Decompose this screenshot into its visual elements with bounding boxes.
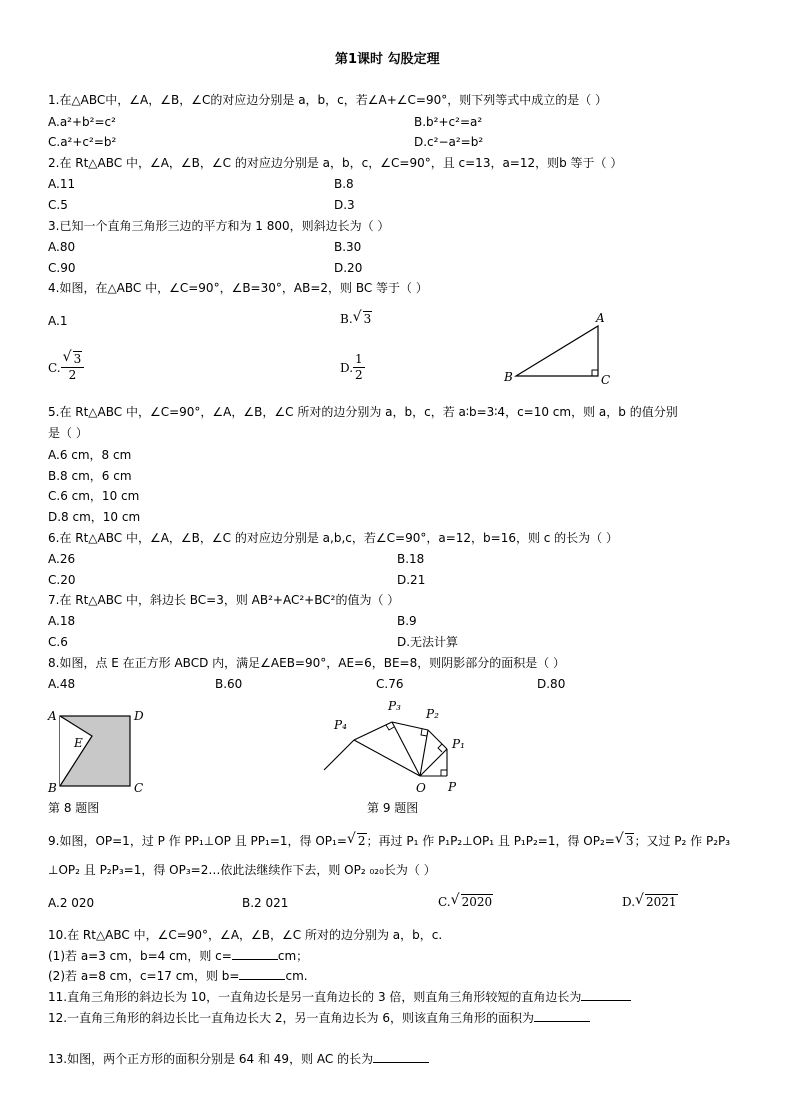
q4-label-c: C (601, 373, 611, 387)
q2-option-c: C.5 (48, 198, 68, 212)
q10-sub2: (2)若 a=8 cm，c=17 cm，则 b= cm. (48, 969, 308, 983)
q9-label-o: O (416, 781, 426, 795)
q4-option-c: C. √ $\frac{3}{2}$ (48, 352, 84, 383)
q10-sub1: (1)若 a=3 cm，b=4 cm，则 c= cm； (48, 949, 309, 963)
q12-blank[interactable] (534, 1009, 590, 1022)
q1-option-c: C.a²+c²=b² (48, 135, 117, 149)
q10-sub1-blank[interactable] (232, 947, 278, 960)
q5-option-b: B.8 cm，6 cm (48, 469, 132, 483)
q4-figure (500, 310, 620, 390)
q3-option-c: C.90 (48, 261, 76, 275)
q9-segment-p3p4 (354, 722, 392, 740)
q2-option-d: D.3 (334, 198, 355, 212)
q9-tail (324, 740, 354, 770)
q8-label-d: D (134, 709, 144, 723)
q4-option-a: A.1 (48, 314, 68, 328)
q5-option-c: C.6 cm，10 cm (48, 489, 140, 503)
q8-label-e: E (74, 736, 83, 750)
q9-right-angle-mark-4 (386, 725, 394, 730)
q8-figure (44, 706, 154, 800)
q9-label-p1: P₁ (452, 737, 465, 751)
q1-option-d: D.c²−a²=b² (414, 135, 484, 149)
q3-stem: 3.已知一个直角三角形三边的平方和为 1 800，则斜边长为（ ） (48, 219, 390, 233)
q3-option-d: D.20 (334, 261, 363, 275)
q4-label-a: A (596, 311, 605, 325)
q7-option-a: A.18 (48, 614, 76, 628)
q9-option-d: D.√ 2021 (622, 894, 678, 910)
q7-option-c: C.6 (48, 635, 68, 649)
q11-blank[interactable] (581, 988, 631, 1001)
q2-option-a: A.11 (48, 177, 76, 191)
q8-option-b: B.60 (215, 677, 243, 691)
q9-option-b: B.2 021 (242, 896, 289, 910)
q13-stem: 13.如图，两个正方形的面积分别是 64 和 49，则 AC 的长为 (48, 1050, 429, 1067)
q8-option-c: C.76 (376, 677, 404, 691)
q9-right-angle-mark-1 (441, 770, 447, 776)
q7-stem: 7.在 Rt△ABC 中，斜边长 BC=3，则 AB²+AC²+BC²的值为（ ） (48, 593, 400, 607)
q11-stem: 11.直角三角形的斜边长为 10，一直角边长是另一直角边长的 3 倍，则直角三角形较短的直角边长为 (48, 988, 631, 1005)
q9-stem-line2: ⊥OP₂ 且 P₂P₃=1，得 OP₃=2…依此法继续作下去，则 OP₂ ₀₂₀长为（ ） (48, 863, 436, 877)
q8-option-a: A.48 (48, 677, 76, 691)
q8-caption: 第 8 题图 (48, 801, 100, 815)
q8-label-b: B (48, 781, 57, 795)
q6-option-a: A.26 (48, 552, 76, 566)
q12-stem: 12.一直角三角形的斜边长比一直角边长大 2，另一直角边长为 6，则该直角三角形的面积为 (48, 1009, 590, 1026)
q10-stem: 10.在 Rt△ABC 中，∠C=90°，∠A，∠B，∠C 所对的边分别为 a，b，c. (48, 928, 443, 942)
q9-option-c: C.√ 2020 (438, 894, 493, 910)
q1-option-b: B.b²+c²=a² (414, 115, 483, 129)
q9-segment-p1p2 (428, 730, 447, 749)
q8-label-a: A (48, 709, 57, 723)
q1-stem: 1.在△ABC中，∠A，∠B，∠C的对应边分别是 a，b，c，若∠A+∠C=90°，则下列等式中成立的是（ ） (48, 93, 608, 107)
q5-stem-line2: 是（ ） (48, 426, 88, 440)
q7-option-b: B.9 (397, 614, 417, 628)
q4-option-d: D. $\frac{1}{2}$ (340, 352, 363, 382)
q4-option-b: B.√ 3 (340, 311, 372, 327)
q6-option-c: C.20 (48, 573, 76, 587)
q6-option-d: D.21 (397, 573, 426, 587)
page-title: 第1课时 勾股定理 (335, 52, 440, 67)
q4-label-b: B (504, 370, 513, 384)
q5-stem-line1: 5.在 Rt△ABC 中，∠C=90°，∠A，∠B，∠C 所对的边分别为 a，b，c，若 a∶b=3∶4，c=10 cm，则 a，b 的值分别 (48, 405, 678, 419)
q8-stem: 8.如图，点 E 在正方形 ABCD 内，满足∠AEB=90°，AE=6，BE=8，则阴影部分的面积是（ ） (48, 656, 566, 670)
q9-figure (316, 696, 476, 800)
q9-label-p3: P₃ (388, 699, 401, 713)
q6-stem: 6.在 Rt△ABC 中，∠A，∠B，∠C 的对应边分别是 a,b,c，若∠C=90°，a=12，b=16，则 c 的长为（ ） (48, 531, 619, 545)
q2-option-b: B.8 (334, 177, 354, 191)
q4-stem: 4.如图，在△ABC 中，∠C=90°，∠B=30°，AB=2，则 BC 等于（ ） (48, 281, 428, 295)
q3-option-a: A.80 (48, 240, 76, 254)
q5-option-a: A.6 cm，8 cm (48, 448, 132, 462)
q9-label-p: P (448, 780, 457, 794)
q5-option-d: D.8 cm，10 cm (48, 510, 141, 524)
q2-stem: 2.在 Rt△ABC 中，∠A，∠B，∠C 的对应边分别是 a，b，c，∠C=90°，且 c=13，a=12，则b 等于（ ） (48, 156, 623, 170)
q8-label-c: C (134, 781, 144, 795)
q9-stem-line1: 9.如图，OP=1，过 P 作 PP₁⊥OP 且 PP₁=1，得 OP₁=√ 2；再过 P₁ 作 P₁P₂⊥OP₁ 且 P₁P₂=1，得 OP₂=√ 3；又过 P₂ 作 P₂P₃ (48, 833, 730, 849)
q9-option-a: A.2 020 (48, 896, 95, 910)
q13-blank[interactable] (373, 1050, 429, 1063)
q9-right-angle-mark-2 (438, 744, 442, 752)
q9-label-p4: P₄ (334, 718, 347, 732)
q6-option-b: B.18 (397, 552, 425, 566)
q9-segment-p2p3 (392, 722, 428, 730)
q4-right-angle-mark (592, 370, 598, 376)
q10-sub2-blank[interactable] (239, 967, 285, 980)
q1-option-a: A.a²+b²=c² (48, 115, 116, 129)
q9-caption: 第 9 题图 (367, 801, 419, 815)
q4-triangle (516, 326, 598, 376)
q3-option-b: B.30 (334, 240, 362, 254)
q8-option-d: D.80 (537, 677, 566, 691)
q9-label-p2: P₂ (426, 707, 439, 721)
q7-option-d: D.无法计算 (397, 635, 459, 649)
